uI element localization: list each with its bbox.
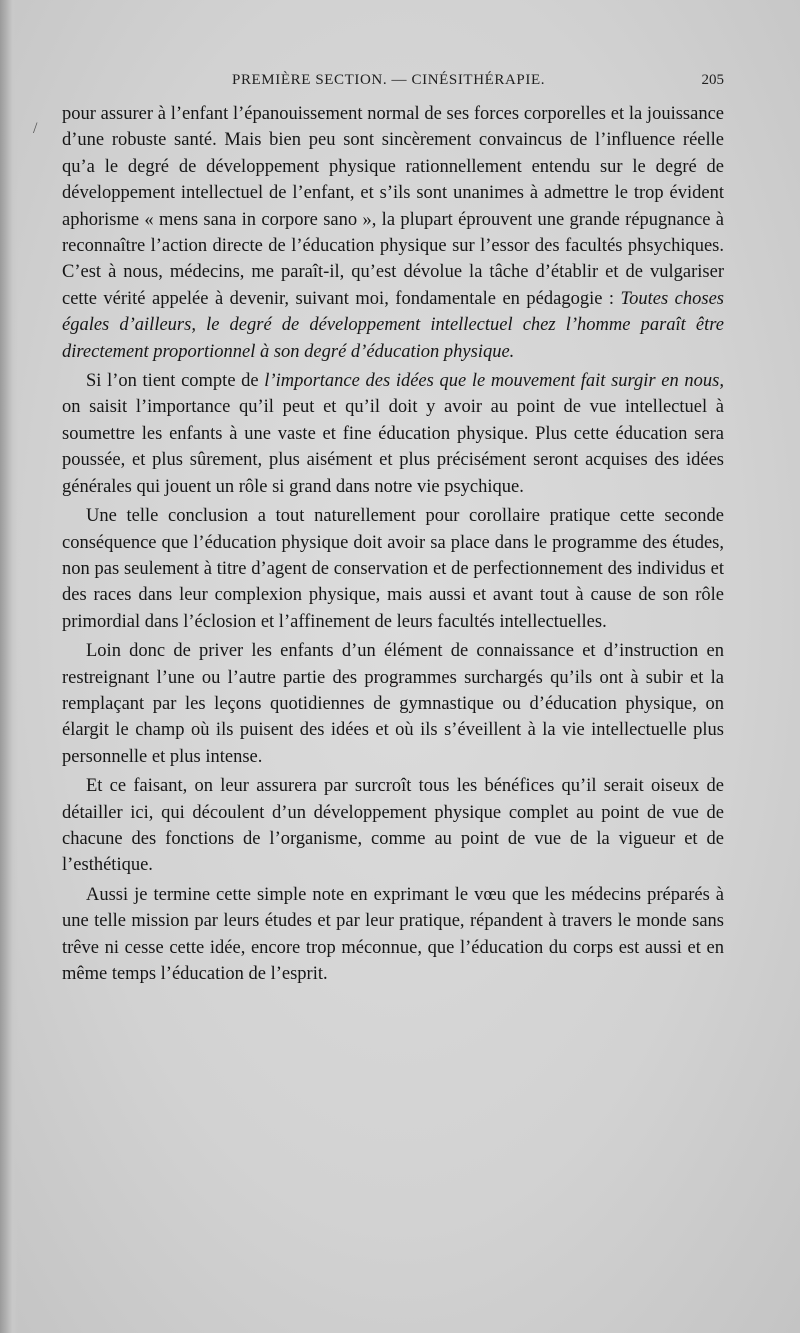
text-segment: Si l’on tient compte de	[86, 371, 265, 392]
paragraph-5	[62, 773, 724, 879]
text-segment: pour assurer à l’enfant l’épanouissement normal de ses forces corporelles et la jouissance d’une robuste santé. Mais bien peu sont sincèrement convaincus de l’influence réelle qu’a le degré de développement physique rationnellement entendu sur le degré de développement intellectuel de l’enfant, et s’ils sont unanimes à admettre le trop évident aphorisme « mens sana in corpore sano », la plupart éprouvent une grande répugnance à reconnaître l’action directe de l’éducation physique sur l’essor des facultés phsychiques. C’est à nous, médecins, me paraît-il, qu’est dévolue la tâche d’établir et de vulgariser cette vérité appelée à devenir, suivant moi, fondamentale en pédagogie :	[62, 104, 724, 309]
margin-pencil-mark: /	[33, 120, 38, 137]
text-segment: Loin donc de priver les enfants d’un élément de connaissance et d’instruction en restreignant l’une ou l’autre partie des programmes surchargés qu’ils ont à subir et la remplaçant par les leçons quotidiennes de gymnastique ou d’éducation physique, on élargit le champ où ils puisent des idées et où ils s’éveillent à la vie intellectuelle plus personnelle et plus intense.	[62, 641, 724, 767]
page-number: 205	[701, 72, 724, 88]
paragraph-4	[62, 638, 724, 770]
paragraph-1	[62, 101, 724, 365]
italic-text-segment: l’importance des idées que le mouvement fait surgir en nous,	[264, 371, 724, 392]
italic-text-segment: Toutes choses égales d’ailleurs, le degré de développement intellectuel chez l’homme paraît être directement proportionnel à son degré d’éducation physique.	[62, 288, 724, 362]
page-gutter-shadow	[0, 0, 18, 1333]
paragraph-6	[62, 882, 724, 988]
text-segment: on saisit l’importance qu’il peut et qu’il doit y avoir au point de vue intellectuel à soumettre les enfants à une vaste et fine éducation physique. Plus cette éducation sera poussée, et plus sûrement, plus aisément et plus précisément seront acquises des idées générales qui jouent un rôle si grand dans notre vie psychique.	[62, 397, 724, 497]
page-header	[62, 72, 724, 92]
body-text	[62, 101, 724, 987]
paragraph-2	[62, 368, 724, 500]
text-segment: Et ce faisant, on leur assurera par surcroît tous les bénéfices qu’il serait oiseux de détailler ici, qui découlent d’un développement physique complet au point de vue de chacune des fonctions de l’organisme, comme au point de vue de la vigueur et de l’esthétique.	[62, 776, 724, 876]
running-title: PREMIÈRE SECTION. — CINÉSITHÉRAPIE.	[232, 72, 546, 88]
paragraph-3	[62, 503, 724, 635]
text-segment: Aussi je termine cette simple note en exprimant le vœu que les médecins préparés à une telle mission par leurs études et par leur pratique, répandent à travers le monde sans trêve ni cesse cette idée, encore trop méconnue, que l’éducation du corps est aussi et en même temps l’éducation de l’esprit.	[62, 884, 724, 984]
text-segment: Une telle conclusion a tout naturellement pour corollaire pratique cette seconde conséquence que l’éducation physique doit avoir sa place dans le programme des études, non pas seulement à titre d’agent de conservation et de perfectionnement des individus et des races dans leur complexion physique, mais aussi et avant tout à cause de son rôle primordial dans l’éclosion et l’affinement de leurs facultés intellectuelles.	[62, 506, 724, 632]
